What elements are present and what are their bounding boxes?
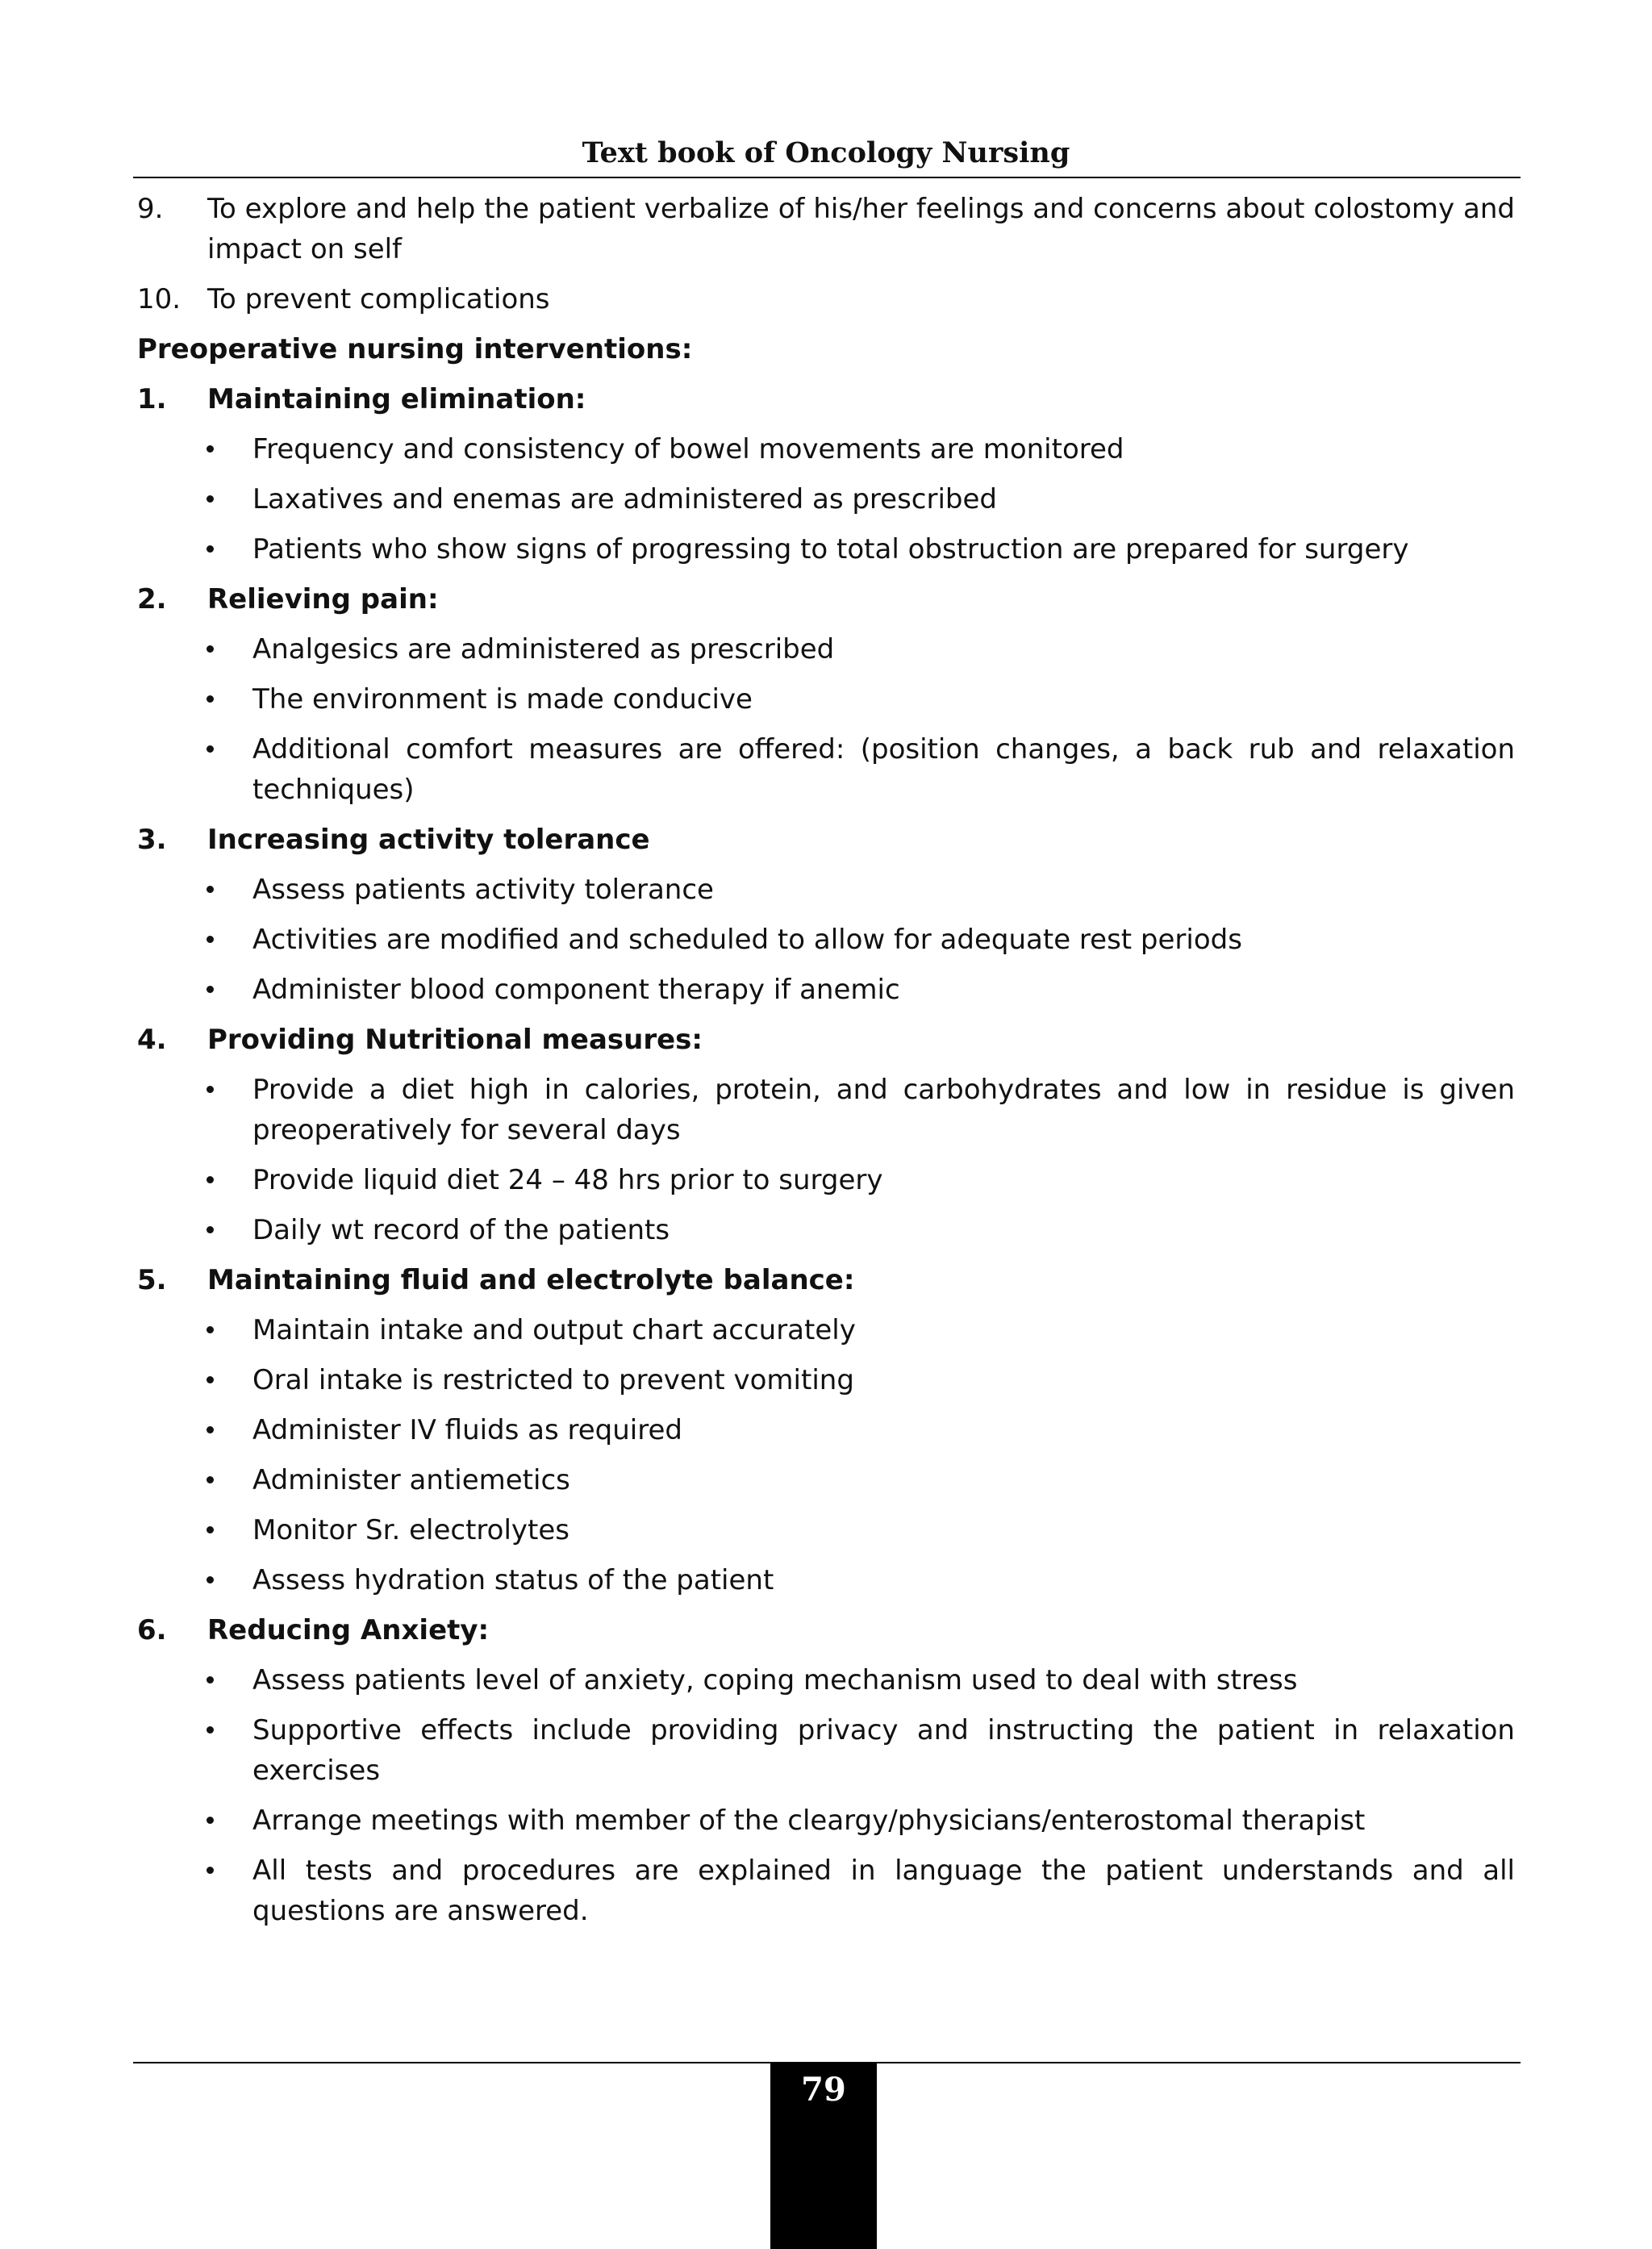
list-item-text: Activities are modified and scheduled to allow for adequate rest periods bbox=[252, 924, 1242, 956]
intervention-number: 5. bbox=[137, 1264, 167, 1296]
section-heading: Preoperative nursing interventions: bbox=[137, 333, 693, 365]
intervention-title: Maintaining elimination: bbox=[207, 383, 586, 415]
intervention-number: 3. bbox=[137, 824, 167, 856]
objective-text: To explore and help the patient verbalize of his/her feelings and concerns about colostomy and impact on self bbox=[207, 193, 1515, 265]
bullet-icon bbox=[137, 920, 252, 960]
list-item bbox=[137, 729, 1515, 810]
intervention-number: 6. bbox=[137, 1614, 167, 1646]
intervention-number: 4. bbox=[137, 1024, 167, 1056]
intervention-heading bbox=[137, 1020, 1515, 1060]
list-item-text: Assess hydration status of the patient bbox=[252, 1564, 774, 1596]
page-number: 79 bbox=[801, 2071, 846, 2109]
list-item bbox=[137, 870, 1515, 910]
intervention-number: 1. bbox=[137, 383, 167, 415]
bullet-list bbox=[137, 429, 1515, 570]
list-item-text: Daily wt record of the patients bbox=[252, 1214, 670, 1246]
list-item-text: Frequency and consistency of bowel movements are monitored bbox=[252, 433, 1124, 465]
list-item-text: Assess patients activity tolerance bbox=[252, 874, 714, 906]
intervention-heading bbox=[137, 820, 1515, 860]
list-item-text: Arrange meetings with member of the cleargy/physicians/enterostomal therapist bbox=[252, 1805, 1366, 1837]
list-item bbox=[137, 679, 1515, 720]
list-item-text: Additional comfort measures are offered: (position changes, a back rub and relaxation techniques) bbox=[252, 733, 1515, 806]
list-item bbox=[137, 529, 1515, 570]
list-item bbox=[137, 1800, 1515, 1841]
bullet-icon bbox=[137, 870, 252, 910]
page-body bbox=[137, 189, 1515, 1941]
list-item bbox=[137, 1210, 1515, 1250]
list-item-text: Administer IV fluids as required bbox=[252, 1414, 682, 1446]
list-item bbox=[137, 1070, 1515, 1150]
bullet-icon bbox=[137, 1070, 252, 1150]
list-item-text: Maintain intake and output chart accurately bbox=[252, 1314, 856, 1346]
list-item bbox=[137, 479, 1515, 519]
bullet-icon bbox=[137, 679, 252, 720]
list-item bbox=[137, 970, 1515, 1010]
bullet-icon bbox=[137, 1800, 252, 1841]
list-item-text: Provide liquid diet 24 – 48 hrs prior to surgery bbox=[252, 1164, 883, 1196]
bullet-list bbox=[137, 1070, 1515, 1250]
list-item-text: Administer blood component therapy if anemic bbox=[252, 974, 900, 1006]
intervention-heading bbox=[137, 579, 1515, 620]
bullet-icon bbox=[137, 1710, 252, 1791]
objective-number: 9. bbox=[137, 193, 164, 225]
bullet-icon bbox=[137, 529, 252, 570]
list-item-text: All tests and procedures are explained in language the patient understands and all questions are answered. bbox=[252, 1855, 1515, 1927]
list-item-text: Oral intake is restricted to prevent vomiting bbox=[252, 1364, 854, 1396]
bullet-icon bbox=[137, 970, 252, 1010]
intervention-heading bbox=[137, 1610, 1515, 1650]
bullet-icon bbox=[137, 1660, 252, 1700]
bullet-icon bbox=[137, 429, 252, 469]
bullet-list bbox=[137, 1660, 1515, 1931]
intervention-title: Increasing activity tolerance bbox=[207, 824, 650, 856]
bullet-icon bbox=[137, 1360, 252, 1400]
list-item-text: Analgesics are administered as prescribed bbox=[252, 633, 835, 666]
bullet-icon bbox=[137, 729, 252, 810]
bullet-icon bbox=[137, 1851, 252, 1931]
bullet-icon bbox=[137, 1460, 252, 1500]
bullet-list bbox=[137, 629, 1515, 810]
list-item-text: Patients who show signs of progressing to total obstruction are prepared for surgery bbox=[252, 533, 1409, 565]
list-item-text: The environment is made conducive bbox=[252, 683, 753, 716]
list-item-text: Supportive effects include providing privacy and instructing the patient in relaxation exercises bbox=[252, 1714, 1515, 1787]
header-rule bbox=[133, 177, 1521, 178]
list-item-text: Administer antiemetics bbox=[252, 1464, 570, 1496]
bullet-icon bbox=[137, 1310, 252, 1350]
intervention-title: Reducing Anxiety: bbox=[207, 1614, 490, 1646]
intervention-title: Maintaining fluid and electrolyte balance: bbox=[207, 1264, 855, 1296]
running-header-title: Text book of Oncology Nursing bbox=[582, 136, 1070, 169]
list-item bbox=[137, 1410, 1515, 1450]
bullet-list bbox=[137, 1310, 1515, 1600]
intervention-heading bbox=[137, 1260, 1515, 1300]
objective-item bbox=[137, 279, 1515, 319]
list-item bbox=[137, 1310, 1515, 1350]
bullet-icon bbox=[137, 1410, 252, 1450]
list-item bbox=[137, 429, 1515, 469]
list-item bbox=[137, 1460, 1515, 1500]
intervention-heading bbox=[137, 379, 1515, 419]
list-item-text: Provide a diet high in calories, protein, and carbohydrates and low in residue is given preoperatively for several days bbox=[252, 1074, 1515, 1146]
bullet-list bbox=[137, 870, 1515, 1010]
bullet-icon bbox=[137, 1160, 252, 1200]
bullet-icon bbox=[137, 1210, 252, 1250]
objective-item bbox=[137, 189, 1515, 269]
list-item-text: Monitor Sr. electrolytes bbox=[252, 1514, 569, 1546]
bullet-icon bbox=[137, 479, 252, 519]
list-item-text: Laxatives and enemas are administered as prescribed bbox=[252, 483, 997, 515]
list-item bbox=[137, 1660, 1515, 1700]
intervention-title: Relieving pain: bbox=[207, 583, 439, 615]
list-item bbox=[137, 1851, 1515, 1931]
list-item bbox=[137, 1710, 1515, 1791]
intervention-title: Providing Nutritional measures: bbox=[207, 1024, 703, 1056]
bullet-icon bbox=[137, 629, 252, 670]
list-item bbox=[137, 1360, 1515, 1400]
objective-text: To prevent complications bbox=[207, 283, 550, 315]
list-item bbox=[137, 629, 1515, 670]
bullet-icon bbox=[137, 1510, 252, 1550]
intervention-number: 2. bbox=[137, 583, 167, 615]
list-item bbox=[137, 1510, 1515, 1550]
bullet-icon bbox=[137, 1560, 252, 1600]
list-item bbox=[137, 1560, 1515, 1600]
list-item bbox=[137, 1160, 1515, 1200]
objective-number: 10. bbox=[137, 283, 181, 315]
list-item bbox=[137, 920, 1515, 960]
list-item-text: Assess patients level of anxiety, coping mechanism used to deal with stress bbox=[252, 1664, 1298, 1696]
